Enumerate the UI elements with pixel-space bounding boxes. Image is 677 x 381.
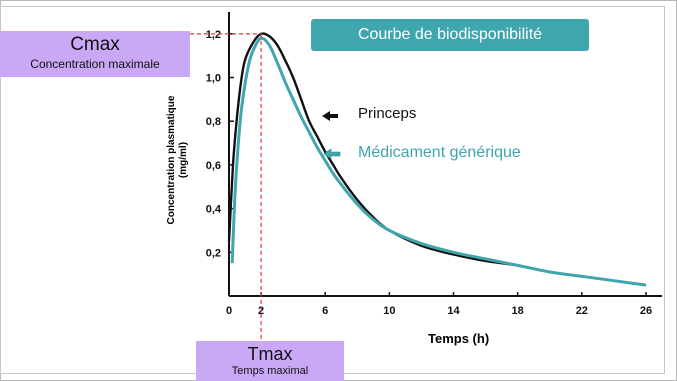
y-tick-label: 0,8 [205,116,221,129]
x-tick-label: 22 [575,305,588,317]
y-axis-label-line2: (mg/ml) [178,141,189,179]
arrow-left-icon [322,111,338,121]
y-tick-label: 1,2 [205,28,221,41]
x-tick-label: 18 [511,305,524,317]
cmax-annotation [0,31,190,77]
y-tick-label: 0,6 [205,159,221,172]
x-tick-label: 10 [383,305,396,317]
legend-generique: Médicament générique [358,144,521,161]
x-tick-label: 6 [322,305,329,317]
x-tick-label: 14 [447,305,460,317]
arrow-left-icon [324,149,340,159]
x-tick-label: 2 [258,305,265,317]
tmax-annotation [196,341,344,381]
y-tick-label: 1,0 [205,72,221,85]
y-tick-label: 0,2 [205,247,221,260]
cmax-description: Concentration maximale [30,57,160,71]
tmax-description: Temps maximal [231,365,309,377]
x-tick-label: 0 [225,305,233,317]
legend-princeps: Princeps [358,105,417,122]
cmax-label: Cmax [70,34,120,55]
x-axis-label: Temps (h) [428,331,490,346]
y-axis-label-line1: Concentration plasmatique [166,95,177,225]
chart-title: Courbe de biodisponibilité [311,19,589,51]
x-tick-label: 26 [639,305,653,317]
tmax-label: Tmax [247,344,293,364]
y-tick-label: 0,4 [205,203,221,216]
